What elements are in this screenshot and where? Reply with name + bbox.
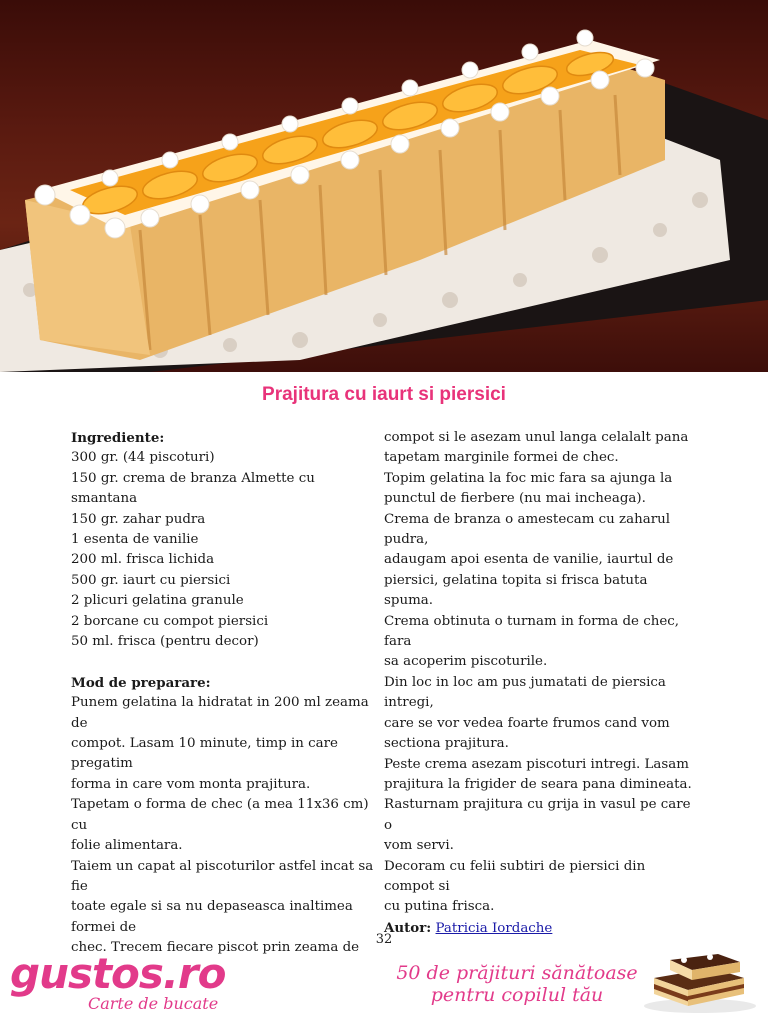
method-line: piersici, gelatina topita si frisca batuta spuma. [384, 572, 648, 609]
logo-subtitle: Carte de bucate [88, 994, 219, 1013]
method-line: Crema obtinuta o turnam in forma de chec, fara [384, 613, 680, 650]
ingredient-item: 500 gr. iaurt cu piersici [71, 572, 231, 588]
method-line: toate egale si sa nu depaseasca inaltimea formei de [71, 899, 353, 935]
cake-slice-icon [640, 948, 758, 1018]
method-line: sa acoperim piscoturile. [384, 654, 548, 670]
method-line: cu putina frisca. [384, 899, 495, 915]
ingredient-item: 300 gr. (44 piscoturi) [71, 450, 215, 466]
method-line: Punem gelatina la hidratat in 200 ml zeama de [71, 695, 369, 731]
method-line: Rasturnam prajitura cu grija in vasul pe care o [384, 797, 691, 833]
method-line: Topim gelatina la foc mic fara sa ajunga la [384, 470, 673, 486]
ingredient-item: 2 borcane cu compot piersici [71, 613, 269, 629]
ingredient-item: 50 ml. frisca (pentru decor) [71, 634, 259, 650]
ingredient-item: 1 esenta de vanilie [71, 532, 199, 548]
ingredient-item: 150 gr. crema de branza Almette cu smantana [71, 470, 315, 507]
method-line: Peste crema asezam piscoturi intregi. Lasam [384, 756, 689, 772]
ingredients-heading: Ingrediente: [71, 430, 165, 446]
method-line: compot. Lasam 10 minute, timp in care pregatim [71, 736, 338, 772]
method-line: sectiona prajitura. [384, 736, 509, 752]
method-line: care se vor vedea foarte frumos cand vom [384, 715, 670, 731]
method-line: Tapetam o forma de chec (a mea 11x36 cm) cu [71, 797, 369, 833]
author-label: Autor: [384, 919, 432, 936]
method-line: Decoram cu felii subtiri de piersici din compot si [384, 858, 646, 894]
author-link[interactable]: Patricia Iordache [435, 920, 553, 936]
method-line: prajitura la frigider de seara pana dimineata. [384, 776, 692, 792]
right-column [384, 428, 696, 939]
method-line: tapetam marginile formei de chec. [384, 450, 619, 466]
left-column [71, 428, 381, 959]
method-line: vom servi. [384, 838, 454, 854]
ingredient-item: 150 gr. zahar pudra [71, 511, 206, 527]
ingredient-item: 2 plicuri gelatina granule [71, 593, 244, 609]
recipe-title: Prajitura cu iaurt si piersici [262, 384, 506, 405]
method-line: punctul de fierbere (nu mai incheaga). [384, 491, 646, 507]
method-line: Din loc in loc am pus jumatati de piersica intregi, [384, 674, 666, 711]
page-number: 32 [375, 932, 393, 947]
method-heading: Mod de preparare: [71, 674, 211, 691]
method-line: adaugam apoi esenta de vanilie, iaurtul de [384, 552, 674, 568]
method-line: Crema de branza o amestecam cu zaharul pudra, [384, 511, 671, 548]
method-line: forma in care vom monta prajitura. [71, 776, 311, 792]
tagline-line-1: 50 de prăjituri sănătoase [396, 962, 638, 984]
hero-cake-photo [0, 0, 768, 372]
book-tagline [372, 962, 662, 1006]
gustos-logo: gustos.ro [10, 949, 226, 998]
method-line: folie alimentara. [71, 838, 183, 854]
method-line: Taiem un capat al piscoturilor astfel incat sa fie [71, 858, 374, 894]
method-line: chec. Trecem fiecare piscot prin zeama de [71, 940, 360, 956]
tagline-line-2: pentru copilul tău [430, 984, 604, 1006]
method-line: compot si le asezam unul langa celalalt pana [384, 430, 689, 445]
ingredient-item: 200 ml. frisca lichida [71, 552, 215, 568]
